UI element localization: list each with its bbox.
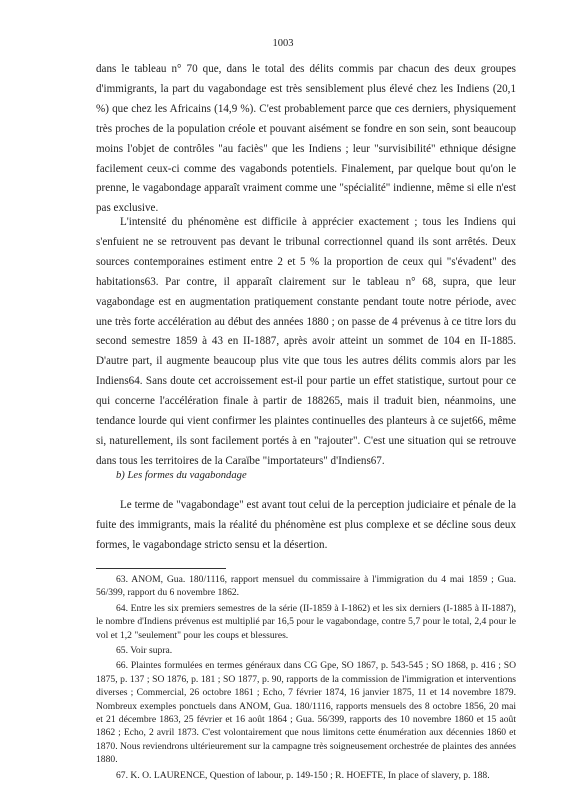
footnote-65: 65. Voir supra. — [116, 645, 173, 657]
footnotes — [96, 573, 516, 784]
paragraph-text: Le terme de "vagabondage" est avant tout celui de la perception judiciaire et pénale de la fuite des immigrants, mais la réalité du phénomène est plus complexe et se décline sous deux formes, le vagabondage stricto sensu et la désertion. — [96, 499, 516, 551]
paragraph-text: dans le tableau n° 70 que, dans le total des délits commis par chacun des deux groupes d'immigrants, la part du vagabondage est très sensiblement plus élevé chez les Indiens (20,1 %) que chez les Africains (14,9 %). C'est probablement parce que ces derniers, physiquement très proches de la population créole et pouvant aisément se fondre en son sein, sont beaucoup moins l'objet de contrôles "au faciès" que les Indiens ; leur "survisibilité" ethnique désigne facilement ceux-ci comme des vagabonds potentiels. Finalement, par quelque bout qu'on le prenne, le vagabondage apparaît vraiment comme une "spécialité" indienne, même si elle n'est pas exclusive. — [96, 63, 516, 215]
paragraph-1 — [96, 60, 516, 219]
footnote-63: 63. ANOM, Gua. 180/1116, rapport mensuel du commissaire à l'immigration du 4 mai 1859 ; Gua. 56/399, rapport du 6 novembre 1862. — [96, 574, 516, 599]
paragraph-text: L'intensité du phénomène est difficile à apprécier exactement ; tous les Indiens qui s'enfuient ne se retrouvent pas devant le tribunal correctionnel quand ils sont arrêtés. Deux sources contemporaines estiment entre 2 et 5 % la proportion de ceux qui "s'évadent" des habitations63. Par contre, il apparaît clairement sur le tableau n° 68, supra, que leur vagabondage est en augmentation pratiquement constante pendant toute notre période, avec une très forte accélération au début des années 1880 ; on passe de 4 prévenus à ce titre lors du second semestre 1859 à 43 en II-1887, après avoir atteint un sommet de 104 en II-1885. D'autre part, il augmente beaucoup plus vite que tous les autres délits commis alors par les Indiens64. Sans doute cet accroissement est-il pour partie un effet statistique, surtout pour ce qui concerne l'accélération finale à partir de 188265, mais il traduit bien, néanmoins, une tendance lourde qui vient confirmer les plaintes continuelles des planteurs à ce sujet66, même si, naturellement, ils sont facilement portés à en "rajouter". C'est une situation qui se retrouve dans tous les territoires de la Caraïbe "importateurs" d'Indiens67. — [96, 216, 516, 467]
footnote-67: 67. K. O. LAURENCE, Question of labour, p. 149-150 ; R. HOEFTE, In place of slavery, p. 188. — [116, 769, 490, 781]
footnote-separator — [96, 568, 226, 569]
footnote-66: 66. Plaintes formulées en termes généraux dans CG Gpe, SO 1867, p. 543-545 ; SO 1868, p. 416 ; SO 1875, p. 137 ; SO 1876, p. 181 ; SO 1877, p. 90, rapports de la commission de l'immigration et interventions diverses ; Commercial, 26 octobre 1861 ; Echo, 7 février 1874, 16 janvier 1875, 11 et 14 novembre 1879. Nombreux exemples ponctuels dans ANOM, Gua. 180/1116, rapports mensuels des 8 octobre 1856, 20 mai et 21 décembre 1863, 25 février et 16 août 1864 ; Gua. 56/399, rapports des 10 novembre 1860 et 15 août 1862 ; Echo, 2 avril 1873. C'est volontairement que nous limitons cette énumération aux décennies 1860 et 1870. Nous reviendrons ultérieurement sur la campagne très soigneusement orchestrée de plaintes des années 1880. — [96, 660, 516, 766]
footnote-64: 64. Entre les six premiers semestres de la série (II-1859 à I-1862) et les six derniers (I-1885 à II-1887), le nombre d'Indiens prévenus est multiplié par 16,5 pour le vagabondage, contre 5,7 pour le total, 2,4 pour le vol et 1,2 "seulement" pour les coups et blessures. — [96, 602, 516, 641]
paragraph-3 — [96, 496, 516, 556]
section-heading: b) Les formes du vagabondage — [116, 470, 247, 481]
paragraph-2 — [96, 213, 516, 472]
page-number: 1003 — [272, 38, 294, 49]
